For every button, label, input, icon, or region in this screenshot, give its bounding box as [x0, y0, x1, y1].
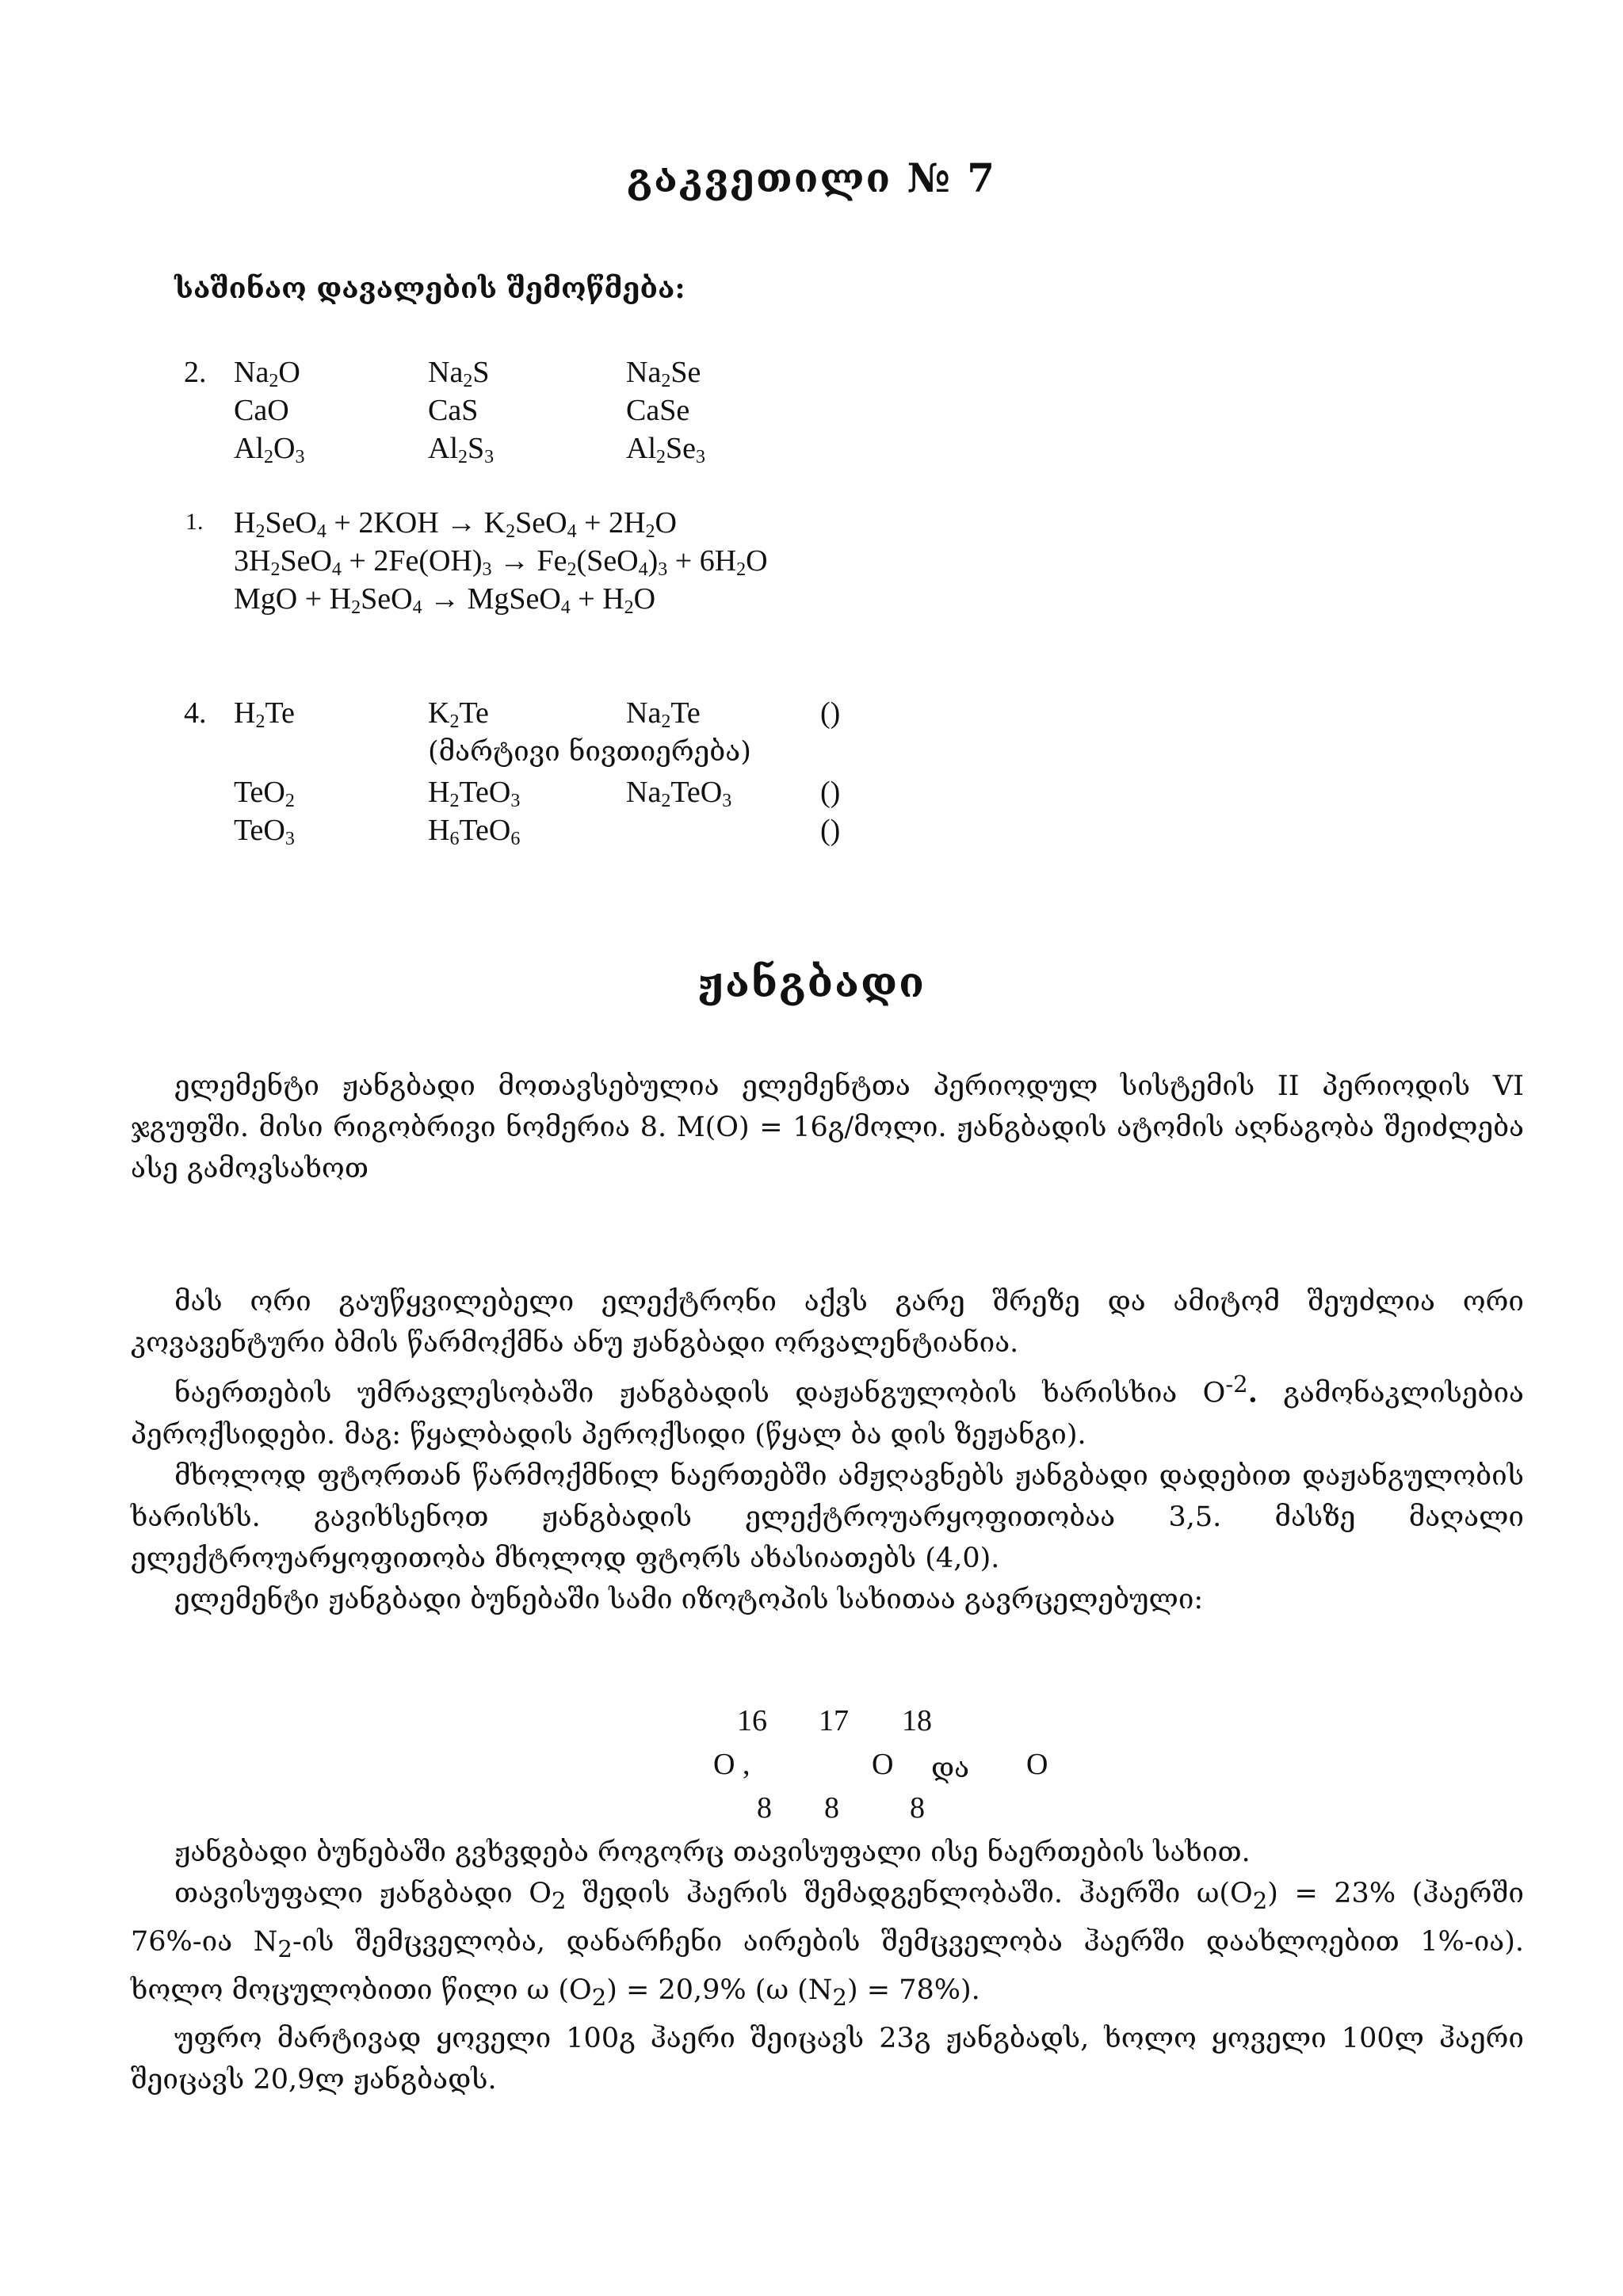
paragraph-text: თავისუფალი ჟანგბადი $O_2$ შედის ჰაერის შემადგენლობაში. ჰაერში $\omega(O_2) = 23\%$ (ჰაერში 76%-ია $N_2-ის$ შემცველობა, დანარჩენი აირების შემცველობა ჰაერში დაახლოებით 1%-ია). ხოლო მოცულობითი წილი ω $(O_2) = 20,9\%$ (ω $(N_2) = 78\%$).: [131, 1878, 1524, 2011]
formula-cell: TeO$_2$: [234, 776, 295, 811]
isotope-atomic-number: 8: [757, 1791, 772, 1825]
occurrence-block: [131, 1832, 1524, 2100]
isotope-mass-number: 16: [737, 1704, 767, 1737]
intro-paragraph: [131, 1066, 1524, 1189]
paragraph-text: მხოლოდ ფტორთან წარმოქმნილ ნაერთებში ამჟღავნებს ჟანგბადი დადებით დაჟანგულობის ხარისხს. გავიხსენოთ ჟანგბადის ელექტროუარყოფითობაა 3,5. მასზე მაღალი ელექტროუარყოფითობა მხოლოდ ფტორს ახასიათებს (4,0).: [131, 1459, 1524, 1574]
formula-cell: $H_2TeO_3$: [428, 776, 521, 811]
properties-block: [131, 1281, 1524, 1620]
equation: $3H_2SeO_4 + 2Fe(OH)_3 \to Fe_2(SeO_4)_3 + 6H_2O$: [234, 544, 768, 580]
task-2-number: 2.: [184, 356, 207, 389]
formula-cell: $Na_2Se$: [626, 356, 701, 391]
formula-cell: $Na_2Te$: [626, 696, 701, 732]
paragraph-text: მას ორი გაუწყვილებელი ელექტრონი აქვს გარე შრეზე და ამიტომ შეუძლია ორი კოვავენტური ბმის წარმოქმნა ანუ ჟანგბადი ორვალენტიანია.: [131, 1286, 1524, 1359]
isotope-symbol: O: [872, 1748, 894, 1781]
task-1-number: 1.: [185, 509, 204, 535]
page-title: გაკვეთილი № 7: [626, 154, 997, 201]
formula-cell: $K_2Te$: [428, 696, 489, 732]
formula-cell: $Na_2TeO_3$: [626, 776, 732, 811]
formula-cell: (): [820, 696, 841, 730]
formula-cell: CaSe: [626, 394, 690, 427]
paragraph-text: ნაერთების უმრავლესობაში ჟანგბადის დაჟანგულობის ხარისხია $O^{-2}$. გამონაკლისებია პეროქსიდები. მაგ: წყალბადის პეროქსიდი (წყალ ბა დის ზეჟანგი).: [131, 1371, 1524, 1451]
paragraph-text: უფრო მარტივად ყოველი 100გ ჰაერი შეიცავს 23გ ჟანგბადს, ხოლო ყოველი 100ლ ჰაერი შეიცავს 20,9ლ ჟანგბადს.: [131, 2023, 1524, 2096]
formula-cell: CaO: [234, 394, 289, 427]
isotope-mass-number: 18: [902, 1704, 932, 1737]
homework-heading: საშინაო დავალების შემოწმება:: [174, 272, 685, 305]
section-title: ჟანგბადი: [697, 959, 926, 1007]
formula-cell: (): [820, 776, 841, 809]
isotope-atomic-number: 8: [824, 1791, 839, 1825]
formula-cell: $Na_2O$: [234, 356, 300, 391]
task-4-number: 4.: [184, 696, 207, 730]
equation: $H_2SeO_4 + 2KOH \to K_2SeO_4 + 2H_2O$: [234, 506, 677, 542]
isotope-symbol: O: [1026, 1748, 1048, 1781]
isotope-atomic-number: 8: [910, 1791, 925, 1825]
formula-cell: TeO$_3$: [234, 814, 295, 849]
simple-substance-note: (მარტივი ნივთიერება): [428, 736, 751, 768]
formula-cell: CaS: [428, 394, 479, 427]
formula-cell: $Al_2Se_3$: [626, 432, 705, 467]
isotope-symbol: O ,: [713, 1748, 750, 1781]
formula-cell: (): [820, 814, 841, 847]
paragraph-text: ჟანგბადი ბუნებაში გვხვდება როგორც თავისუფალი ისე ნაერთების სახით.: [174, 1836, 1251, 1868]
formula-cell: $H_6TeO_6$: [428, 814, 521, 849]
formula-cell: $Al_2O_3$: [234, 432, 305, 467]
formula-cell: $Al_2S_3$: [428, 432, 495, 467]
isotope-mass-number: 17: [819, 1704, 849, 1737]
paragraph-text: ელემენტი ჟანგბადი მოთავსებულია ელემენტთა პერიოდულ სისტემის II პერიოდის VI ჯგუფში. მისი რიგობრივი ნომერია 8. M(O) = 16გ/მოლი. ჟანგბადის ატომის აღნაგობა შეიძლება ასე გამოვსახოთ: [131, 1070, 1524, 1184]
formula-cell: $H_2Te$: [234, 696, 295, 732]
isotope-conjunction: და: [931, 1753, 970, 1784]
paragraph-text: ელემენტი ჟანგბადი ბუნებაში სამი იზოტოპის სახითაა გავრცელებული:: [174, 1583, 1204, 1615]
formula-cell: $Na_2S$: [428, 356, 490, 391]
equation: MgO + $H_2SeO_4$ → MgSeO$_4$ + $H_2O$: [234, 582, 656, 618]
